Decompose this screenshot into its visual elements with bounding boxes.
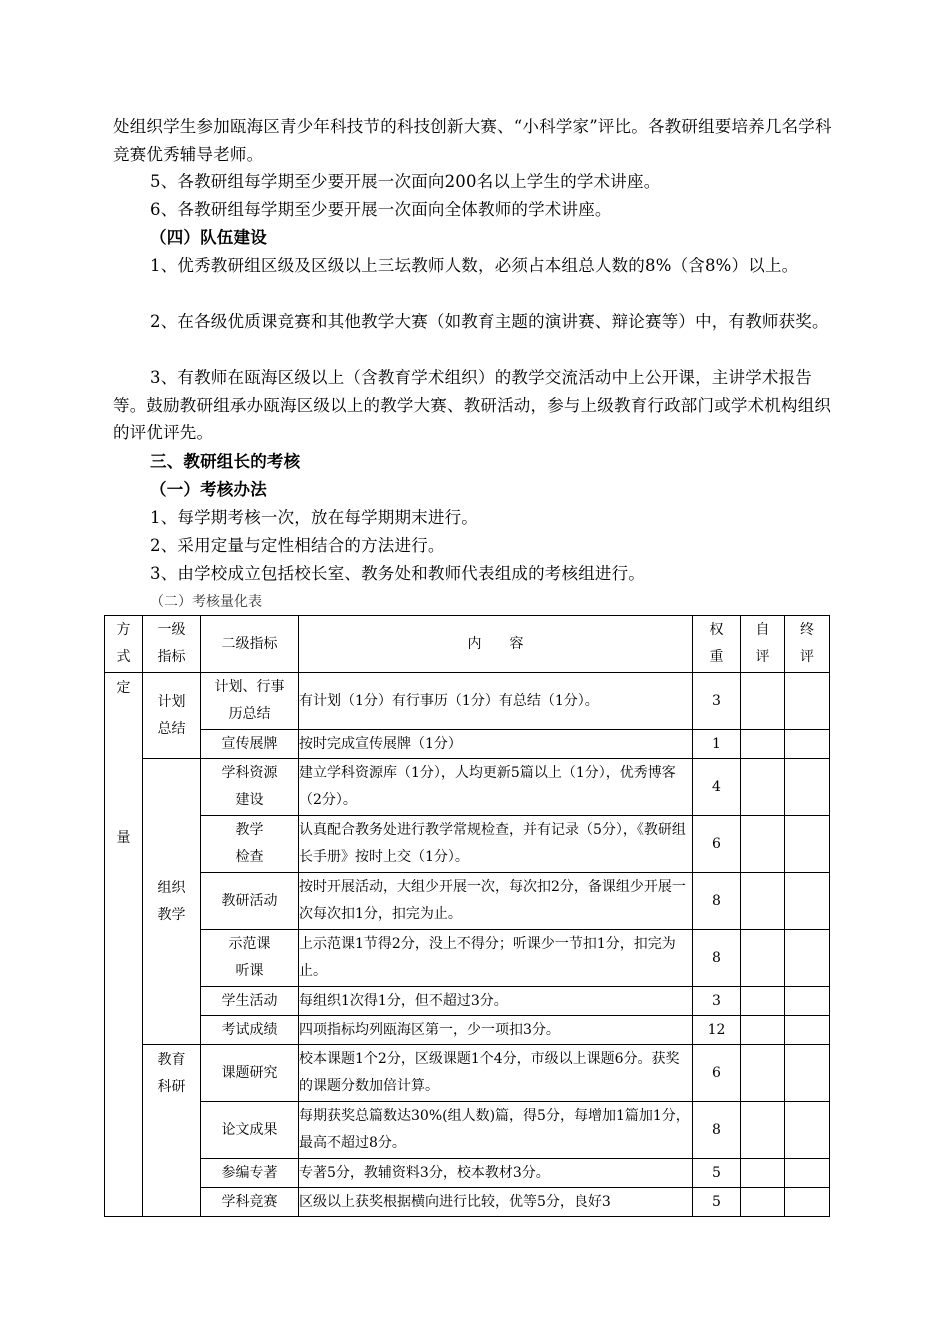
table-row — [105, 759, 830, 816]
content-cell: 四项指标均列瓯海区第一，少一项扣3分。 — [299, 1016, 693, 1045]
self-eval-cell[interactable] — [741, 1188, 785, 1217]
level2-cell: 示范课 听课 — [201, 930, 299, 987]
header-final-eval: 终 评 — [785, 616, 830, 673]
table-row — [105, 1102, 830, 1159]
table-row — [105, 1045, 830, 1102]
header-level2: 二级指标 — [201, 616, 299, 673]
table-row — [105, 1159, 830, 1188]
table-row — [105, 730, 830, 759]
paragraph-team-3: 3、有教师在瓯海区级以上（含教育学术组织）的教学交流活动中上公开课，主讲学术报告等。鼓励教研组承办瓯海区级以上的教学大赛、教研活动，参与上级教育行政部门或学术机构组织的评优评先。 — [113, 368, 832, 442]
final-eval-cell[interactable] — [785, 1102, 830, 1159]
header-content: 内 容 — [299, 616, 693, 673]
heading-team-building: （四）队伍建设 — [150, 228, 267, 247]
weight-cell: 12 — [693, 1016, 741, 1045]
table-row — [105, 1188, 830, 1217]
weight-cell: 6 — [693, 1045, 741, 1102]
header-method: 方 式 — [105, 616, 143, 673]
final-eval-cell[interactable] — [785, 816, 830, 873]
final-eval-cell[interactable] — [785, 1016, 830, 1045]
content-cell: 上示范课1节得2分，没上不得分；听课少一节扣1分，扣完为止。 — [299, 930, 693, 987]
self-eval-cell[interactable] — [741, 1159, 785, 1188]
table-header-row — [105, 616, 830, 673]
paragraph-method-1: 1、每学期考核一次，放在每学期期末进行。 — [150, 508, 478, 527]
content-cell: 区级以上获奖根据横向进行比较，优等5分，良好3 — [299, 1188, 693, 1217]
content-cell: 认真配合教务处进行教学常规检查，并有记录（5分），《教研组长手册》按时上交（1分）。 — [299, 816, 693, 873]
self-eval-cell[interactable] — [741, 873, 785, 930]
content-cell: 专著5分，教辅资料3分，校本教材3分。 — [299, 1159, 693, 1188]
table-row — [105, 987, 830, 1016]
weight-cell: 3 — [693, 673, 741, 730]
final-eval-cell[interactable] — [785, 759, 830, 816]
self-eval-cell[interactable] — [741, 1016, 785, 1045]
level2-cell: 论文成果 — [201, 1102, 299, 1159]
table-row — [105, 816, 830, 873]
self-eval-cell[interactable] — [741, 759, 785, 816]
group-education-research: 教育 科研 — [143, 1045, 201, 1217]
self-eval-cell[interactable] — [741, 930, 785, 987]
final-eval-cell[interactable] — [785, 930, 830, 987]
header-level1: 一级 指标 — [143, 616, 201, 673]
level2-cell: 考试成绩 — [201, 1016, 299, 1045]
level2-cell: 宣传展牌 — [201, 730, 299, 759]
method-cell: 定 量 — [105, 673, 143, 1217]
table-caption: （二）考核量化表 — [150, 594, 262, 610]
table-row — [105, 673, 830, 730]
paragraph-team-1: 1、优秀教研组区级及区级以上三坛教师人数，必须占本组总人数的8%（含8%）以上。 — [150, 256, 799, 275]
content-cell: 按时开展活动，大组少开展一次，每次扣2分，备课组少开展一次每次扣1分，扣完为止。 — [299, 873, 693, 930]
assessment-table — [104, 615, 830, 1217]
header-weight: 权 重 — [693, 616, 741, 673]
weight-cell: 6 — [693, 816, 741, 873]
final-eval-cell[interactable] — [785, 730, 830, 759]
paragraph-team-2: 2、在各级优质课竞赛和其他教学大赛（如教育主题的演讲赛、辩论赛等）中，有教师获奖。 — [150, 312, 829, 331]
self-eval-cell[interactable] — [741, 987, 785, 1016]
level2-cell: 计划、行事 历总结 — [201, 673, 299, 730]
weight-cell: 1 — [693, 730, 741, 759]
content-cell: 按时完成宣传展牌（1分） — [299, 730, 693, 759]
heading-assessment-method: （一）考核办法 — [150, 480, 267, 499]
content-cell: 建立学科资源库（1分），人均更新5篇以上（1分），优秀博客（2分）。 — [299, 759, 693, 816]
weight-cell: 8 — [693, 1102, 741, 1159]
table-row — [105, 873, 830, 930]
heading-section-3: 三、教研组长的考核 — [150, 452, 301, 471]
level2-cell: 课题研究 — [201, 1045, 299, 1102]
self-eval-cell[interactable] — [741, 673, 785, 730]
table-row — [105, 930, 830, 987]
group-plan-summary: 计划 总结 — [143, 673, 201, 759]
weight-cell: 8 — [693, 873, 741, 930]
paragraph-item-6: 6、各教研组每学期至少要开展一次面向全体教师的学术讲座。 — [150, 200, 612, 219]
content-cell: 每期获奖总篇数达30%(组人数)篇，得5分，每增加1篇加1分，最高不超过8分。 — [299, 1102, 693, 1159]
level2-cell: 学科资源 建设 — [201, 759, 299, 816]
paragraph-method-2: 2、采用定量与定性相结合的方法进行。 — [150, 536, 445, 555]
final-eval-cell[interactable] — [785, 987, 830, 1016]
level2-cell: 教学 检查 — [201, 816, 299, 873]
self-eval-cell[interactable] — [741, 730, 785, 759]
self-eval-cell[interactable] — [741, 1045, 785, 1102]
final-eval-cell[interactable] — [785, 873, 830, 930]
header-self-eval: 自 评 — [741, 616, 785, 673]
content-cell: 有计划（1分）有行事历（1分）有总结（1分）。 — [299, 673, 693, 730]
table-row — [105, 1016, 830, 1045]
final-eval-cell[interactable] — [785, 673, 830, 730]
final-eval-cell[interactable] — [785, 1045, 830, 1102]
self-eval-cell[interactable] — [741, 1102, 785, 1159]
level2-cell: 学生活动 — [201, 987, 299, 1016]
final-eval-cell[interactable] — [785, 1188, 830, 1217]
weight-cell: 4 — [693, 759, 741, 816]
group-organize-teaching: 组织 教学 — [143, 759, 201, 1045]
paragraph-item-5: 5、各教研组每学期至少要开展一次面向200名以上学生的学术讲座。 — [150, 172, 661, 191]
paragraph-science-festival: 处组织学生参加瓯海区青少年科技节的科技创新大赛、“小科学家”评比。各教研组要培养几名学科竞赛优秀辅导老师。 — [113, 117, 832, 164]
weight-cell: 8 — [693, 930, 741, 987]
final-eval-cell[interactable] — [785, 1159, 830, 1188]
level2-cell: 教研活动 — [201, 873, 299, 930]
level2-cell: 参编专著 — [201, 1159, 299, 1188]
paragraph-method-3: 3、由学校成立包括校长室、教务处和教师代表组成的考核组进行。 — [150, 564, 645, 583]
weight-cell: 3 — [693, 987, 741, 1016]
weight-cell: 5 — [693, 1159, 741, 1188]
weight-cell: 5 — [693, 1188, 741, 1217]
content-cell: 校本课题1个2分，区级课题1个4分，市级以上课题6分。获奖的课题分数加倍计算。 — [299, 1045, 693, 1102]
level2-cell: 学科竞赛 — [201, 1188, 299, 1217]
self-eval-cell[interactable] — [741, 816, 785, 873]
content-cell: 每组织1次得1分，但不超过3分。 — [299, 987, 693, 1016]
